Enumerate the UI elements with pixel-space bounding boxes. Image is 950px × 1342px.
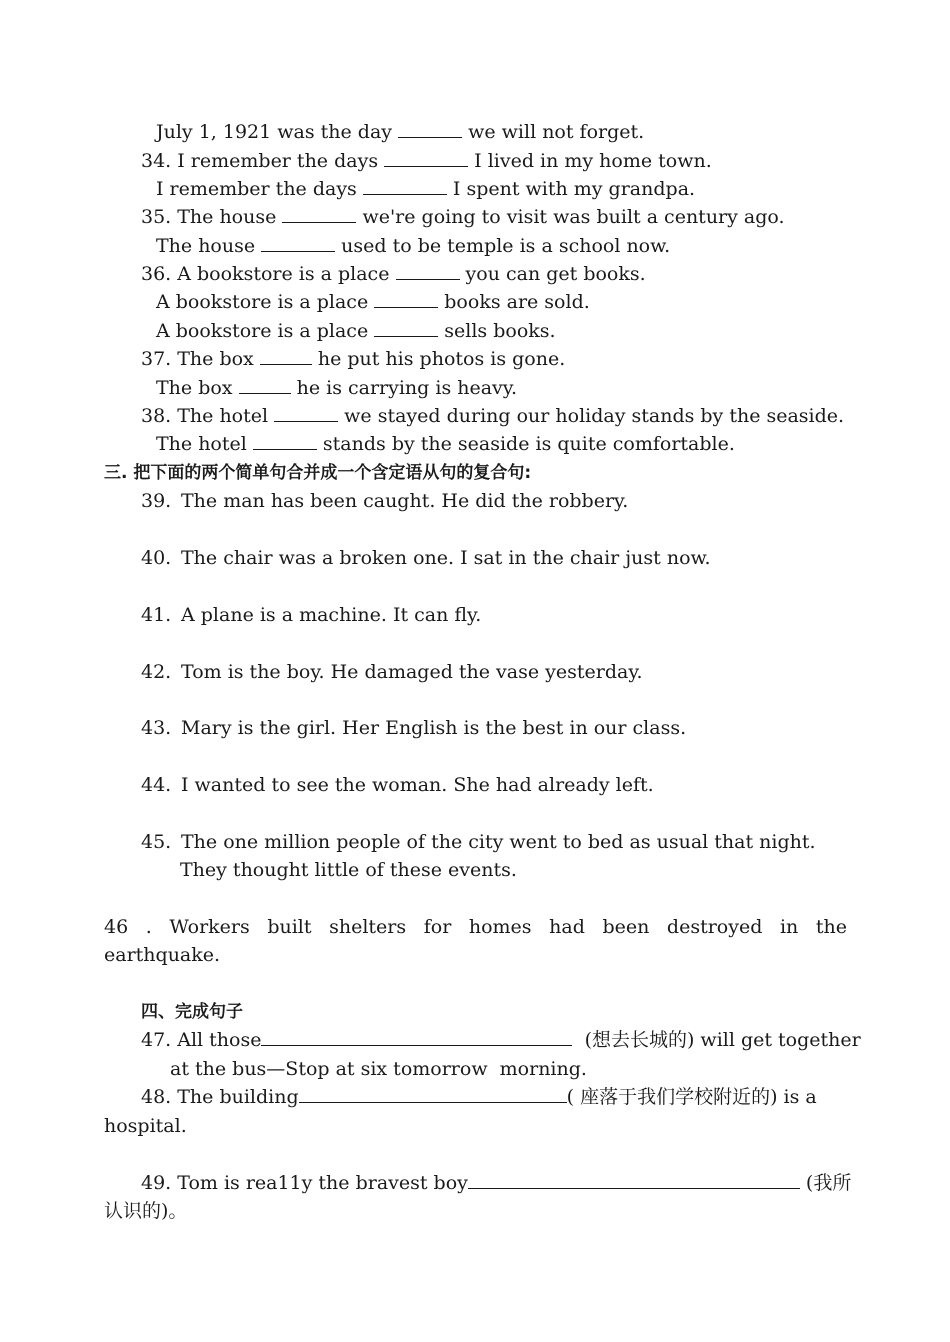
question-49-continuation: 认识的)。 [104, 1200, 188, 1222]
question-48: 48. The building ( 座落于我们学校附近的) is a [141, 1086, 817, 1108]
section-four-heading: 四、完成句子 [141, 1002, 243, 1022]
answer-blank [299, 1085, 567, 1103]
answer-blank [396, 262, 460, 280]
question-48-continuation: hospital. [104, 1115, 187, 1137]
answer-blank [384, 149, 468, 167]
question-39: 39. The man has been caught. He did the robbery. [141, 490, 629, 512]
answer-blank [398, 120, 462, 138]
question-49: 49. Tom is rea11y the bravest boy (我所 [141, 1172, 852, 1194]
answer-blank [239, 376, 291, 394]
answer-blank [282, 205, 356, 223]
question-47-continuation: at the bus—Stop at six tomorrow morning. [170, 1058, 587, 1080]
question-46-line1: 46 . Workers built shelters for homes had been destroyed in the [104, 916, 847, 938]
sentence-33b: July 1, 1921 was the day we will not forget. [156, 121, 645, 143]
answer-blank [374, 290, 438, 308]
sentence-37b: The box he is carrying is heavy. [156, 377, 518, 399]
sentence-34a: 34. I remember the days I lived in my home town. [141, 150, 712, 172]
answer-blank [253, 432, 317, 450]
sentence-36a: 36. A bookstore is a place you can get books. [141, 263, 646, 285]
question-46-line2: earthquake. [104, 944, 221, 966]
answer-blank [363, 177, 447, 195]
sentence-36b: A bookstore is a place books are sold. [156, 291, 590, 313]
question-45-continuation: They thought little of these events. [180, 859, 517, 881]
sentence-36c: A bookstore is a place sells books. [156, 320, 556, 342]
sentence-34b: I remember the days I spent with my grandpa. [156, 178, 696, 200]
question-41: 41. A plane is a machine. It can fly. [141, 604, 482, 626]
question-40: 40. The chair was a broken one. I sat in the chair just now. [141, 547, 711, 569]
sentence-37a: 37. The box he put his photos is gone. [141, 348, 566, 370]
question-42: 42. Tom is the boy. He damaged the vase yesterday. [141, 661, 643, 683]
section-three-heading: 三. 把下面的两个简单句合并成一个含定语从句的复合句: [104, 463, 532, 483]
question-43: 43. Mary is the girl. Her English is the best in our class. [141, 717, 687, 739]
sentence-35a: 35. The house we're going to visit was built a century ago. [141, 206, 785, 228]
sentence-38a: 38. The hotel we stayed during our holiday stands by the seaside. [141, 405, 845, 427]
question-45: 45. The one million people of the city went to bed as usual that night. [141, 831, 816, 853]
answer-blank [261, 234, 335, 252]
question-44: 44. I wanted to see the woman. She had already left. [141, 774, 654, 796]
answer-blank [468, 1171, 800, 1189]
answer-blank [374, 319, 438, 337]
answer-blank [274, 404, 338, 422]
answer-blank [260, 347, 312, 365]
sentence-38b: The hotel stands by the seaside is quite comfortable. [156, 433, 735, 455]
answer-blank [261, 1028, 572, 1046]
question-47: 47. All those (想去长城的) will get together [141, 1029, 861, 1051]
sentence-35b: The house used to be temple is a school now. [156, 235, 671, 257]
